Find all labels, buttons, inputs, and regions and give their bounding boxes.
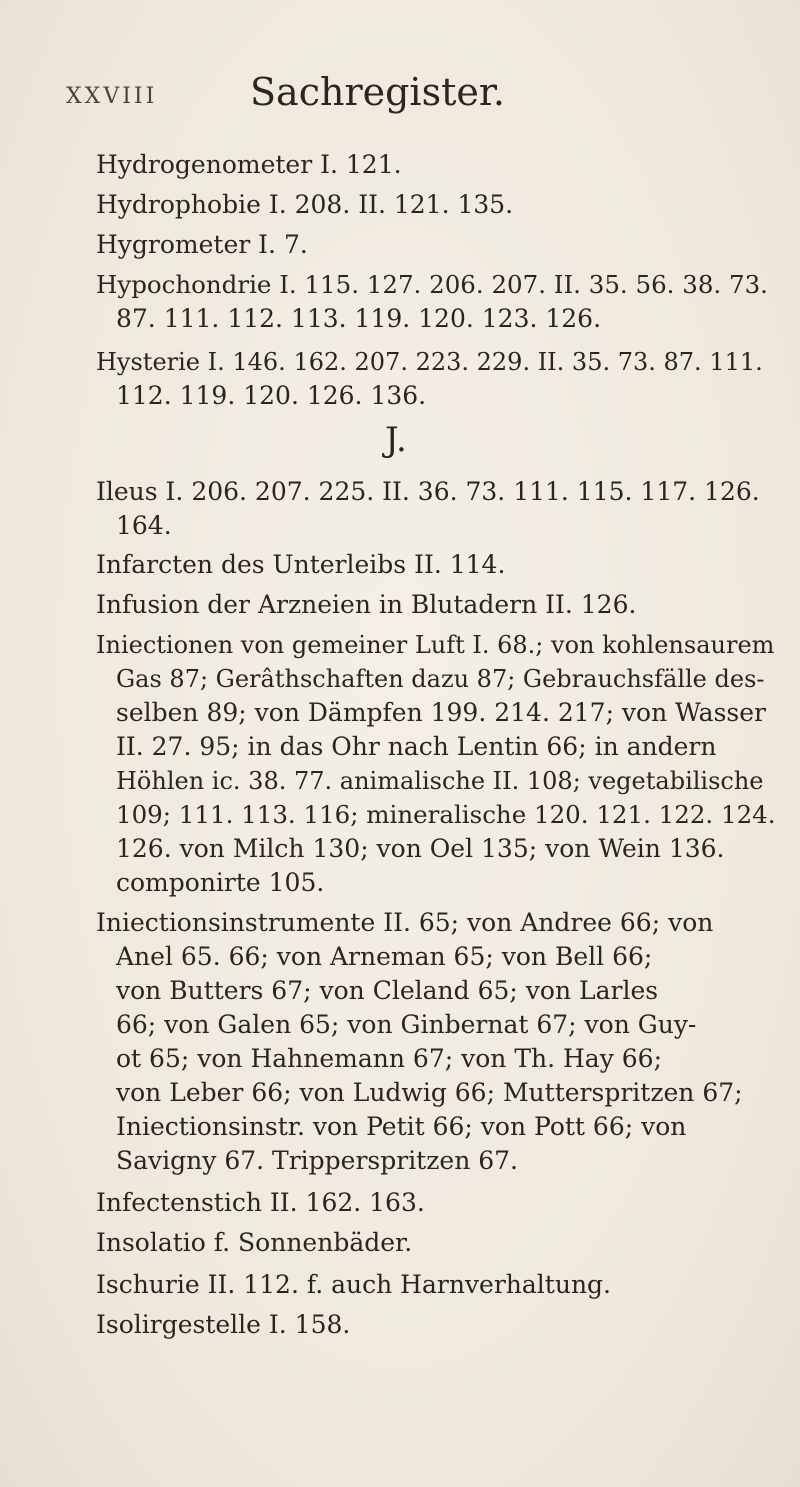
register-line: Insolatio f. Sonnenbäder. xyxy=(96,1228,413,1257)
register-line: Infectenstich II. 162. 163. xyxy=(96,1188,425,1217)
register-line: Savigny 67. Tripperspritzen 67. xyxy=(116,1146,519,1175)
register-line: Infarcten des Unterleibs II. 114. xyxy=(96,550,506,579)
register-line: Hydrophobie I. 208. II. 121. 135. xyxy=(96,190,514,219)
register-line: Iniectionsinstrumente II. 65; von Andree 66; von xyxy=(96,908,714,937)
register-line: 164. xyxy=(116,511,172,540)
register-line: Hydrogenometer I. 121. xyxy=(96,150,402,179)
register-line: Isolirgestelle I. 158. xyxy=(96,1310,351,1339)
register-line: 112. 119. 120. 126. 136. xyxy=(116,381,427,410)
register-line: componirte 105. xyxy=(116,868,325,897)
register-line: von Butters 67; von Cleland 65; von Larles xyxy=(116,976,659,1005)
register-line: Hysterie I. 146. 162. 207. 223. 229. II. 35. 73. 87. 111. xyxy=(96,348,763,376)
register-line: Iniectionsinstr. von Petit 66; von Pott 66; von xyxy=(116,1112,687,1141)
register-line: 66; von Galen 65; von Ginbernat 67; von Guy- xyxy=(116,1010,697,1039)
register-line: Infusion der Arzneien in Blutadern II. 126. xyxy=(96,590,637,619)
register-line: Anel 65. 66; von Arneman 65; von Bell 66; xyxy=(116,942,653,971)
register-line: ot 65; von Hahnemann 67; von Th. Hay 66; xyxy=(116,1044,662,1073)
page-title: Sachregister. xyxy=(250,70,505,114)
register-line: Hygrometer I. 7. xyxy=(96,230,308,259)
register-line: Hypochondrie I. 115. 127. 206. 207. II. 35. 56. 38. 73. xyxy=(96,270,768,299)
register-line: Ischurie II. 112. f. auch Harnverhaltung. xyxy=(96,1270,611,1299)
section-letter: J. xyxy=(385,420,407,460)
register-line: 126. von Milch 130; von Oel 135; von Wein 136. xyxy=(116,834,725,863)
register-line: selben 89; von Dämpfen 199. 214. 217; von Wasser xyxy=(116,698,766,727)
register-line: Ileus I. 206. 207. 225. II. 36. 73. 111. 115. 117. 126. xyxy=(96,477,760,506)
page-number: XXVIII xyxy=(66,84,158,109)
register-line: 87. 111. 112. 113. 119. 120. 123. 126. xyxy=(116,304,602,333)
register-line: von Leber 66; von Ludwig 66; Mutterspritzen 67; xyxy=(116,1078,743,1107)
register-line: Gas 87; Gerâthschaften dazu 87; Gebrauchsfälle des- xyxy=(116,665,765,693)
register-line: Höhlen ic. 38. 77. animalische II. 108; vegetabilische xyxy=(116,767,764,795)
register-line: 109; 111. 113. 116; mineralische 120. 121. 122. 124. xyxy=(116,800,776,829)
register-line: II. 27. 95; in das Ohr nach Lentin 66; in andern xyxy=(116,732,717,761)
register-line: Iniectionen von gemeiner Luft I. 68.; von kohlensaurem xyxy=(96,631,775,659)
